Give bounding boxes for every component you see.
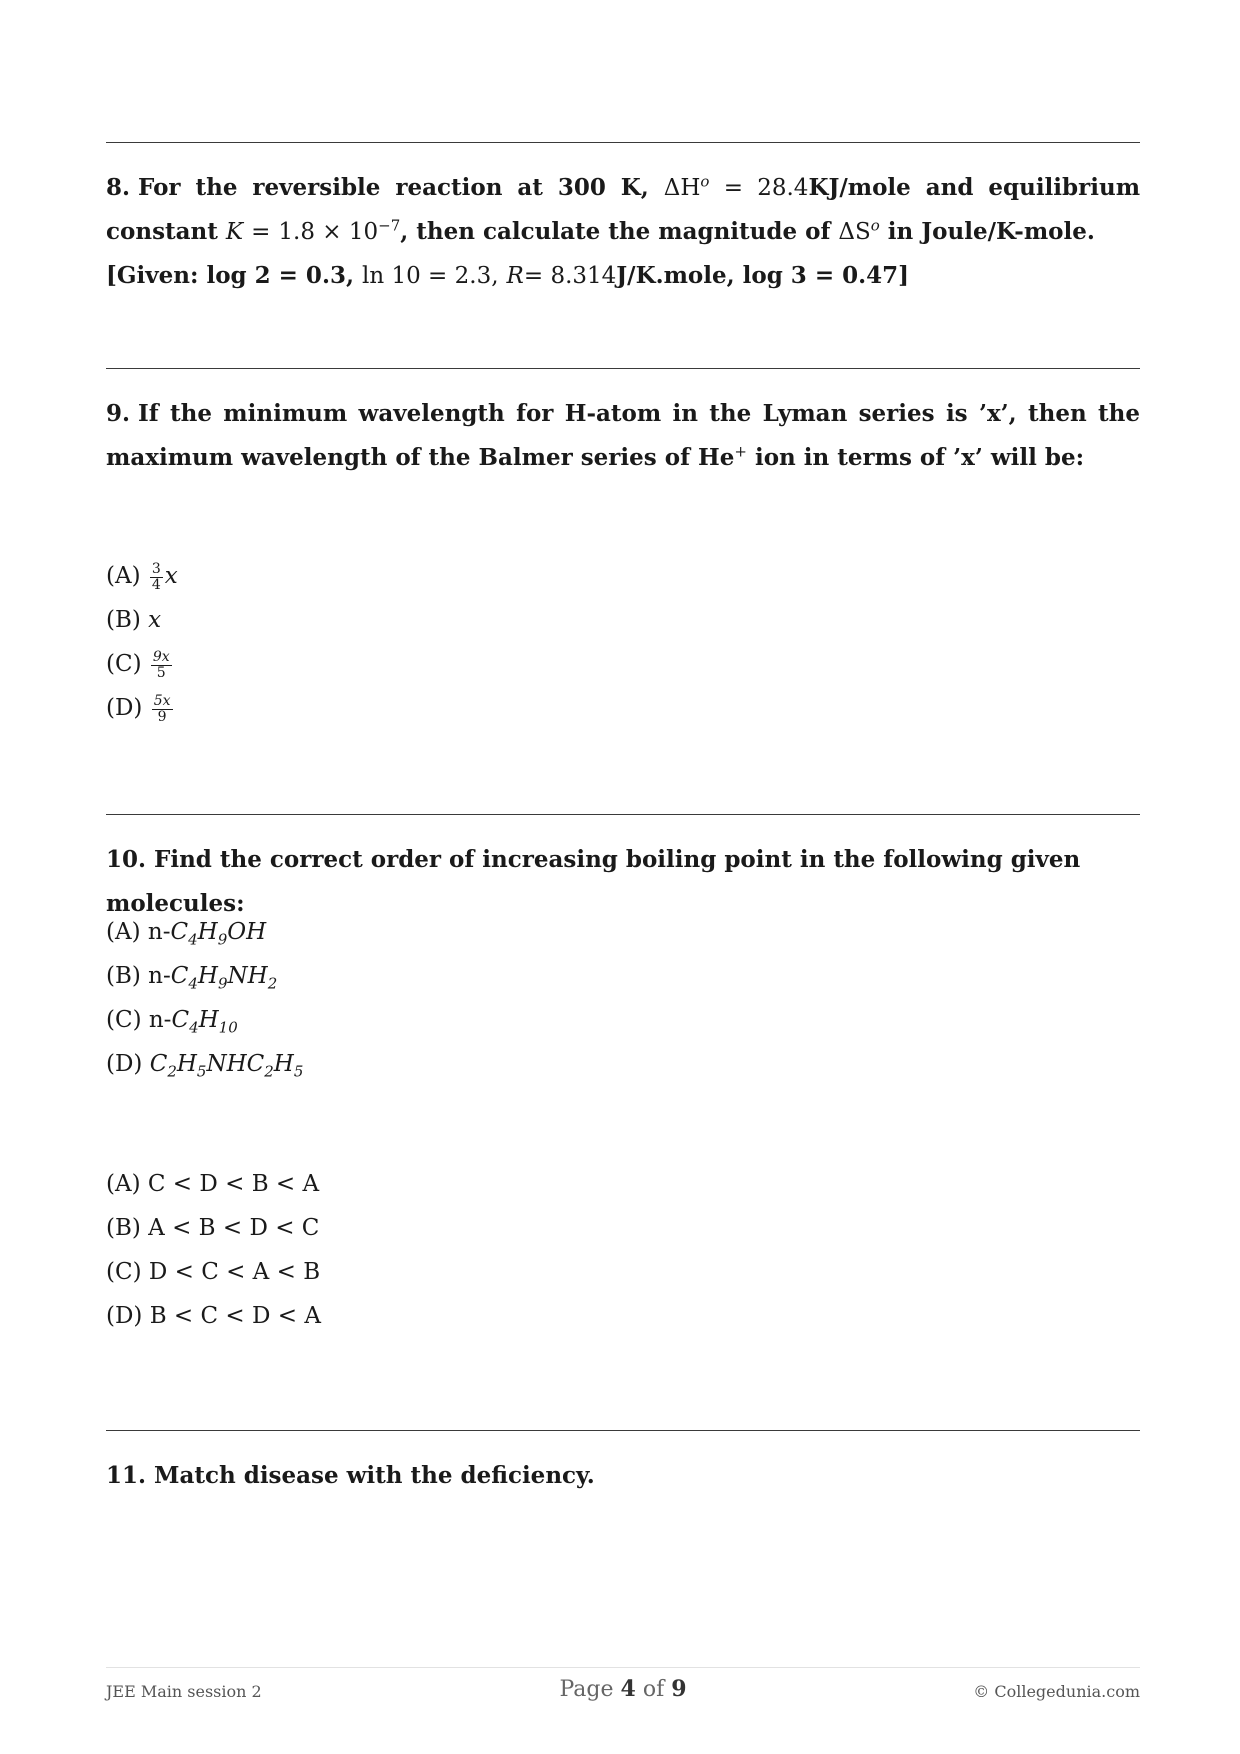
molecules-10 <box>106 910 303 1086</box>
question-9 <box>106 392 1140 480</box>
math-delta-h: $\Delta H^o = 28.4$ <box>663 172 809 201</box>
question-text: and equilibrium constant <box>106 174 1141 245</box>
math-r: R <box>506 263 524 289</box>
superscript: + <box>734 442 747 461</box>
question-8 <box>106 166 1140 298</box>
molecule-b: (B) $n-C_4H_9NH_2$ <box>106 963 278 993</box>
option-c <box>106 642 178 686</box>
option-label: (C) <box>106 651 142 677</box>
math-x: x <box>148 607 162 633</box>
math-x: x <box>164 563 178 589</box>
option-label: (A) <box>106 563 141 589</box>
divider <box>106 814 1140 815</box>
option-label: (D) <box>106 695 143 721</box>
options-9 <box>106 554 178 730</box>
divider <box>106 1430 1140 1431</box>
copyright: © Collegedunia.com <box>973 1682 1140 1701</box>
option-d <box>106 686 178 730</box>
footer <box>106 1672 1140 1712</box>
divider <box>106 368 1140 369</box>
math-delta-s: $\Delta S^o$ <box>838 216 880 245</box>
question-number: 11. <box>106 1462 147 1489</box>
math-equals: = <box>251 219 271 245</box>
answer-a: (A) C < D < B < A <box>106 1171 320 1197</box>
option-a <box>106 554 178 598</box>
math-ln10: ln 10 = 2.3, <box>361 263 499 289</box>
question-text: Match disease with the deficiency. <box>154 1462 595 1489</box>
question-text: ion in terms of ’x’ will be: <box>754 444 1085 471</box>
unit: KJ/mole <box>808 174 911 201</box>
question-number: 9. <box>106 400 131 427</box>
question-text: Find the correct order of increasing boiling point in the following given molecules: <box>106 846 1081 917</box>
math-r-value: = 8.314 <box>523 263 617 289</box>
answer-c: (C) D < C < A < B <box>106 1259 321 1285</box>
answers-10 <box>106 1162 321 1338</box>
fraction: $\frac{5x}{9}$ <box>153 692 171 725</box>
math-k: K <box>225 219 244 245</box>
question-11 <box>106 1454 1140 1498</box>
divider <box>106 142 1140 143</box>
fraction: $\frac{9x}{5}$ <box>152 648 170 681</box>
question-text: For the reversible reaction at 300 K, <box>138 174 649 201</box>
given-text: [Given: log 2 = 0.3, <box>106 262 354 289</box>
question-text: in Joule/K-mole. <box>887 218 1095 245</box>
molecule-a: (A) $n-C_4H_9OH$ <box>106 919 267 949</box>
answer-d: (D) B < C < D < A <box>106 1303 321 1329</box>
question-number: 8. <box>106 174 131 201</box>
given-text: J/K.mole, log 3 = 0.47] <box>616 262 909 289</box>
question-text: , then calculate the magnitude of <box>400 218 831 245</box>
option-b <box>106 598 178 642</box>
molecule-d: (D) $C_2H_5NHC_2H_5$ <box>106 1051 304 1081</box>
answer-b: (B) A < B < D < C <box>106 1215 320 1241</box>
math-k-value: $1.8 \times 10^{-7}$ <box>278 216 401 245</box>
molecule-c: (C) $n-C_4H_{10}$ <box>106 1007 238 1037</box>
exam-name: JEE Main session 2 <box>106 1682 262 1701</box>
fraction: $\frac{3}{4}$ <box>151 560 161 593</box>
question-text: If the minimum wavelength for H-atom in the Lyman series is ’x’, then the maximum wavelength of the Balmer series of He <box>106 400 1140 471</box>
page-indicator: Page 4 of 9 <box>559 1676 687 1702</box>
footer-divider <box>106 1667 1140 1668</box>
question-number: 10. <box>106 846 147 873</box>
option-label: (B) <box>106 607 141 633</box>
